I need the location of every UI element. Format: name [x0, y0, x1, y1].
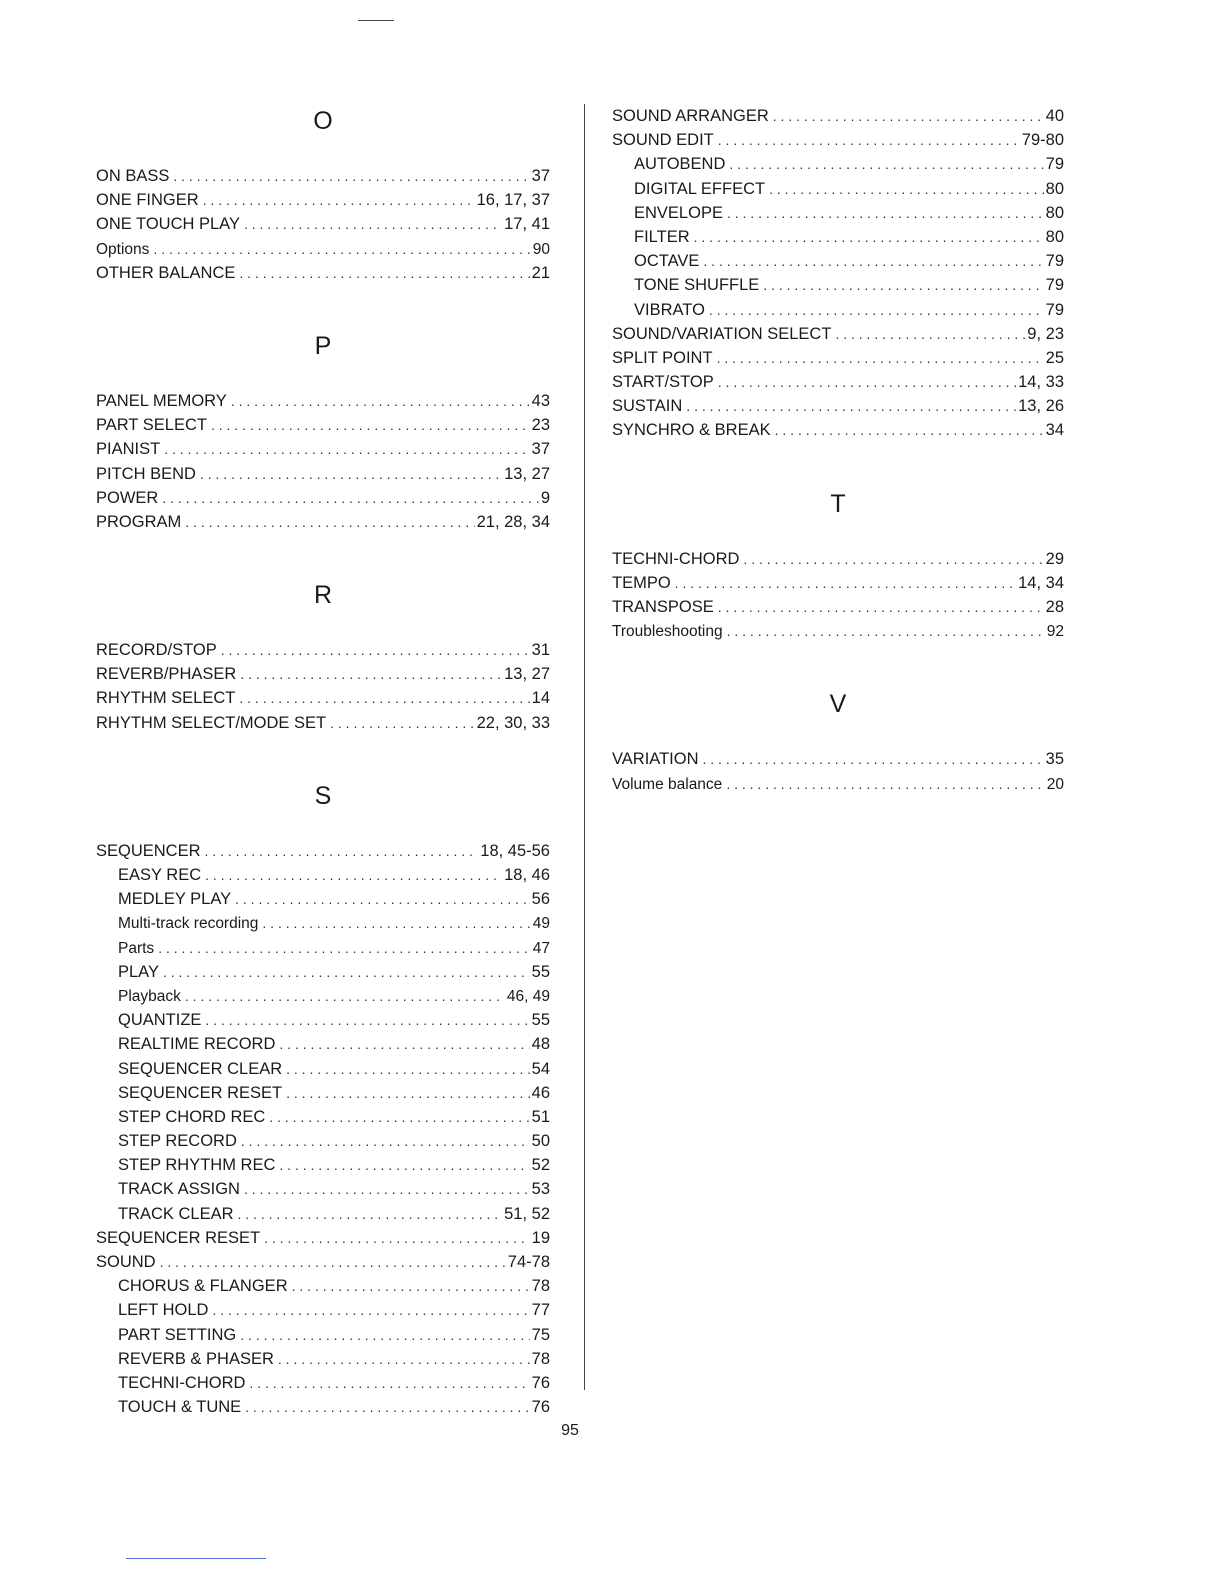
index-entry-start-stop	[612, 370, 1064, 394]
index-entry-sequencer-reset	[96, 1081, 550, 1105]
index-entry-step-rhythm-rec	[96, 1153, 550, 1177]
index-entry-one-touch-play	[96, 212, 550, 236]
index-term: MEDLEY PLAY	[118, 890, 232, 909]
section-gap	[96, 735, 550, 775]
index-entry-envelope	[612, 201, 1064, 225]
index-term: FILTER	[634, 227, 690, 246]
index-pages: 78	[531, 1349, 550, 1368]
index-pages: 55	[531, 962, 550, 981]
dot-leader	[205, 839, 479, 863]
index-pages: 50	[531, 1132, 550, 1151]
dot-leader	[743, 547, 1043, 571]
index-pages: 90	[532, 240, 550, 258]
index-entry-octave	[612, 249, 1064, 273]
index-term: Multi-track recording	[118, 915, 259, 933]
dot-leader	[203, 188, 475, 212]
index-pages: 79	[1045, 276, 1064, 295]
section-gap	[612, 643, 1064, 683]
index-entry-rhythm-select-mode-set	[96, 711, 550, 735]
dot-leader	[718, 128, 1020, 152]
index-term: VARIATION	[612, 750, 699, 769]
index-term: SOUND EDIT	[612, 131, 714, 150]
index-pages: 35	[1045, 750, 1064, 769]
dot-leader	[241, 1129, 530, 1153]
dot-leader	[769, 177, 1044, 201]
dot-leader	[240, 1323, 529, 1347]
index-term: OTHER BALANCE	[96, 263, 236, 282]
index-pages: 20	[1046, 775, 1064, 793]
index-term: TRACK CLEAR	[118, 1204, 234, 1223]
dot-leader	[245, 1395, 529, 1419]
index-term: POWER	[96, 488, 159, 507]
index-entry-pianist	[96, 437, 550, 461]
dot-leader	[249, 1371, 529, 1395]
index-term: REVERB & PHASER	[118, 1349, 274, 1368]
section-letter-o: O	[313, 107, 333, 135]
index-pages: 31	[531, 641, 550, 660]
dot-leader	[694, 225, 1044, 249]
dot-leader	[244, 212, 502, 236]
dot-leader	[286, 1057, 530, 1081]
dot-leader	[718, 595, 1044, 619]
dot-leader	[244, 1177, 530, 1201]
dot-leader	[686, 394, 1016, 418]
index-entry-left-hold	[96, 1298, 550, 1322]
index-entry-transpose	[612, 595, 1064, 619]
dot-leader	[221, 638, 530, 662]
index-term: SOUND ARRANGER	[612, 107, 769, 125]
index-entry-other-balance	[96, 261, 550, 285]
index-entry-realtime-record	[96, 1032, 550, 1056]
index-term: SPLIT POINT	[612, 348, 713, 367]
index-pages: 14, 34	[1018, 573, 1064, 592]
index-term: Options	[96, 240, 150, 258]
dot-leader	[185, 510, 474, 534]
index-entry-track-clear	[96, 1202, 550, 1226]
page-number: 95	[561, 1422, 579, 1439]
index-term: PROGRAM	[96, 512, 182, 531]
index-term: RECORD/STOP	[96, 641, 217, 660]
index-term: SEQUENCER RESET	[118, 1083, 283, 1102]
index-pages: 13, 27	[504, 665, 550, 684]
dot-leader	[262, 911, 530, 935]
dot-leader	[729, 152, 1043, 176]
index-entry-options	[96, 237, 550, 261]
index-entry-medley-play	[96, 887, 550, 911]
dot-leader	[330, 711, 474, 735]
index-term: ONE TOUCH PLAY	[96, 215, 240, 234]
dot-leader	[773, 104, 1044, 128]
index-term: AUTOBEND	[634, 155, 726, 174]
index-pages: 22, 30, 33	[476, 713, 550, 732]
dot-leader	[675, 571, 1016, 595]
index-entry-sequencer-clear	[96, 1057, 550, 1081]
index-entry-digital-effect	[612, 177, 1064, 201]
index-pages: 52	[531, 1156, 550, 1175]
index-entry-part-setting	[96, 1323, 550, 1347]
index-entry-vibrato	[612, 298, 1064, 322]
dot-leader	[240, 662, 502, 686]
dot-leader	[286, 1081, 530, 1105]
dot-leader	[164, 437, 529, 461]
index-entry-autobend	[612, 152, 1064, 176]
index-pages: 53	[531, 1180, 550, 1199]
index-entry-sound-edit	[612, 128, 1064, 152]
index-entry-program	[96, 510, 550, 534]
dot-leader	[763, 273, 1043, 297]
index-pages: 48	[531, 1035, 550, 1054]
index-entry-variation	[612, 747, 1064, 771]
section-letter-r: R	[313, 581, 333, 610]
index-pages: 21, 28, 34	[476, 512, 550, 531]
scan-mark-top	[358, 20, 394, 21]
index-term: RHYTHM SELECT/MODE SET	[96, 713, 327, 732]
index-term: SYNCHRO & BREAK	[612, 421, 771, 440]
index-pages: 51	[531, 1107, 550, 1126]
index-pages: 47	[532, 939, 550, 957]
index-pages: 9	[540, 488, 550, 507]
index-entry-sound-arranger	[612, 104, 1064, 128]
section-letter-v: V	[829, 690, 847, 719]
index-pages: 43	[531, 391, 550, 410]
index-entry-pitch-bend	[96, 462, 550, 486]
index-entry-one-finger	[96, 188, 550, 212]
section-gap	[612, 443, 1064, 483]
dot-leader	[726, 772, 1044, 796]
index-pages: 14, 33	[1018, 373, 1064, 392]
index-term: SEQUENCER CLEAR	[118, 1059, 283, 1078]
index-pages: 28	[1045, 598, 1064, 616]
dot-leader	[200, 462, 502, 486]
index-entry-playback	[96, 984, 550, 1008]
dot-leader	[279, 1153, 529, 1177]
index-entry-play	[96, 960, 550, 984]
index-pages: 13, 27	[504, 464, 550, 483]
index-pages: 17, 41	[504, 215, 550, 234]
dot-leader	[718, 370, 1016, 394]
index-entry-step-chord-rec	[96, 1105, 550, 1129]
index-pages: 92	[1046, 623, 1064, 641]
section-letter-p: P	[314, 331, 332, 360]
index-pages: 79	[1045, 300, 1064, 319]
index-term: QUANTIZE	[118, 1011, 202, 1030]
column-divider	[584, 104, 585, 1390]
index-pages: 78	[531, 1277, 550, 1296]
index-pages: 80	[1045, 179, 1064, 198]
index-term: DIGITAL EFFECT	[634, 179, 766, 198]
index-entry-sound	[96, 1250, 550, 1274]
index-term: STEP RECORD	[118, 1132, 237, 1151]
index-term: CHORUS & FLANGER	[118, 1277, 288, 1296]
index-entry-touch-tune	[96, 1395, 550, 1419]
index-entry-panel-memory	[96, 389, 550, 413]
index-pages: 76	[531, 1398, 550, 1417]
index-entry-troubleshooting	[612, 619, 1064, 643]
index-term: TEMPO	[612, 573, 671, 592]
index-pages: 77	[531, 1301, 550, 1320]
index-pages: 79-80	[1021, 131, 1064, 150]
section-gap	[96, 534, 550, 574]
index-entry-tempo	[612, 571, 1064, 595]
dot-leader	[702, 747, 1043, 771]
index-pages: 23	[531, 416, 550, 435]
index-term: TRACK ASSIGN	[118, 1180, 240, 1199]
index-entry-split-point	[612, 346, 1064, 370]
index-term: LEFT HOLD	[118, 1301, 209, 1320]
index-entry-sequencer	[96, 839, 550, 863]
index-pages: 37	[531, 440, 550, 459]
index-pages: 75	[531, 1325, 550, 1344]
index-pages: 79	[1045, 155, 1064, 174]
dot-leader	[163, 960, 530, 984]
dot-leader	[727, 619, 1045, 643]
index-entry-chorus-flanger	[96, 1274, 550, 1298]
index-term: SEQUENCER RESET	[96, 1228, 261, 1247]
dot-leader	[160, 1250, 506, 1274]
index-entry-part-select	[96, 413, 550, 437]
index-term: EASY REC	[118, 866, 202, 884]
index-entry-techni-chord	[96, 1371, 550, 1395]
index-pages: 80	[1045, 203, 1064, 222]
scan-mark-bottom	[126, 1558, 266, 1559]
index-pages: 54	[531, 1059, 550, 1078]
dot-leader	[212, 1298, 529, 1322]
index-pages: 9, 23	[1027, 324, 1064, 343]
index-pages: 49	[532, 915, 550, 933]
index-term: TOUCH & TUNE	[118, 1398, 242, 1417]
index-term: Playback	[118, 987, 181, 1005]
index-term: TECHNI-CHORD	[118, 1373, 246, 1392]
index-entry-sustain	[612, 394, 1064, 418]
index-term: TONE SHUFFLE	[634, 276, 760, 295]
dot-leader	[185, 984, 505, 1008]
index-pages: 55	[531, 1011, 550, 1030]
index-term: TRANSPOSE	[612, 598, 714, 616]
dot-leader	[173, 164, 529, 188]
dot-leader	[278, 1347, 530, 1371]
index-pages: 74-78	[507, 1253, 550, 1271]
index-term: SEQUENCER	[96, 841, 201, 860]
index-term: PART SELECT	[96, 416, 207, 435]
dot-leader	[205, 1008, 529, 1032]
index-pages: 21	[531, 263, 550, 282]
index-entry-volume-balance	[612, 772, 1064, 796]
index-entry-quantize	[96, 1008, 550, 1032]
index-term: START/STOP	[612, 373, 714, 392]
index-entry-techni-chord	[612, 547, 1064, 571]
dot-leader	[269, 1105, 529, 1129]
index-pages: 34	[1045, 421, 1064, 440]
index-entry-filter	[612, 225, 1064, 249]
index-term: SOUND/VARIATION SELECT	[612, 324, 832, 343]
index-pages: 14	[531, 689, 550, 708]
index-term: Volume balance	[612, 775, 723, 793]
index-pages: 19	[531, 1228, 550, 1247]
index-term: ONE FINGER	[96, 191, 199, 210]
dot-leader	[709, 298, 1044, 322]
dot-leader	[158, 936, 531, 960]
index-term: PART SETTING	[118, 1325, 237, 1344]
section-letter-t: T	[830, 489, 846, 518]
index-column-left	[96, 100, 550, 1419]
dot-leader	[239, 686, 529, 710]
index-column-right	[612, 104, 1064, 796]
index-term: PITCH BEND	[96, 464, 196, 483]
section-gap	[96, 285, 550, 325]
index-pages: 56	[531, 890, 550, 909]
dot-leader	[703, 249, 1043, 273]
dot-leader	[775, 418, 1044, 442]
index-term: ON BASS	[96, 167, 170, 185]
index-term: Troubleshooting	[612, 623, 723, 641]
dot-leader	[231, 389, 530, 413]
index-entry-reverb-phaser	[96, 1347, 550, 1371]
index-pages: 79	[1045, 252, 1064, 271]
dot-leader	[239, 261, 529, 285]
index-entry-tone-shuffle	[612, 273, 1064, 297]
index-term: PANEL MEMORY	[96, 391, 227, 410]
section-letter-s: S	[314, 781, 332, 810]
index-entry-multi-track-recording	[96, 911, 550, 935]
dot-leader	[205, 863, 502, 887]
index-entry-track-assign	[96, 1177, 550, 1201]
dot-leader	[162, 486, 538, 510]
index-term: RHYTHM SELECT	[96, 689, 236, 708]
index-term: ENVELOPE	[634, 203, 723, 222]
index-pages: 51, 52	[504, 1204, 550, 1223]
index-term: VIBRATO	[634, 300, 705, 319]
index-pages: 29	[1045, 549, 1064, 568]
index-term: PLAY	[118, 962, 159, 981]
index-term: REALTIME RECORD	[118, 1035, 276, 1054]
index-term: PIANIST	[96, 440, 161, 459]
dot-leader	[292, 1274, 530, 1298]
index-term: STEP CHORD REC	[118, 1107, 266, 1126]
index-entry-on-bass	[96, 164, 550, 188]
index-term: SOUND	[96, 1253, 156, 1271]
dot-leader	[835, 322, 1025, 346]
index-pages: 13, 26	[1018, 397, 1064, 416]
dot-leader	[264, 1226, 530, 1250]
index-term: Parts	[118, 939, 155, 957]
index-term: STEP RHYTHM REC	[118, 1156, 276, 1175]
index-pages: 25	[1045, 348, 1064, 367]
index-entry-parts	[96, 936, 550, 960]
index-entry-rhythm-select	[96, 686, 550, 710]
dot-leader	[235, 887, 530, 911]
index-pages: 37	[531, 167, 550, 185]
index-term: REVERB/PHASER	[96, 665, 237, 684]
index-entry-power	[96, 486, 550, 510]
dot-leader	[211, 413, 530, 437]
index-entry-easy-rec	[96, 863, 550, 887]
dot-leader	[727, 201, 1044, 225]
index-entry-reverb-phaser	[96, 662, 550, 686]
index-term: TECHNI-CHORD	[612, 549, 740, 568]
dot-leader	[279, 1032, 529, 1056]
index-pages: 18, 45-56	[480, 841, 550, 860]
index-entry-record-stop	[96, 638, 550, 662]
dot-leader	[717, 346, 1044, 370]
index-pages: 46, 49	[506, 987, 550, 1005]
index-entry-sequencer-reset	[96, 1226, 550, 1250]
index-entry-sound-variation-select	[612, 322, 1064, 346]
index-pages: 80	[1045, 227, 1064, 246]
index-entry-step-record	[96, 1129, 550, 1153]
index-pages: 16, 17, 37	[476, 191, 550, 210]
index-pages: 76	[531, 1373, 550, 1392]
index-term: SUSTAIN	[612, 397, 683, 416]
dot-leader	[238, 1202, 503, 1226]
index-pages: 18, 46	[504, 866, 550, 884]
index-entry-synchro-break	[612, 418, 1064, 442]
index-pages: 46	[531, 1083, 550, 1102]
dot-leader	[153, 237, 530, 261]
index-term: OCTAVE	[634, 252, 700, 271]
index-pages: 40	[1045, 107, 1064, 125]
